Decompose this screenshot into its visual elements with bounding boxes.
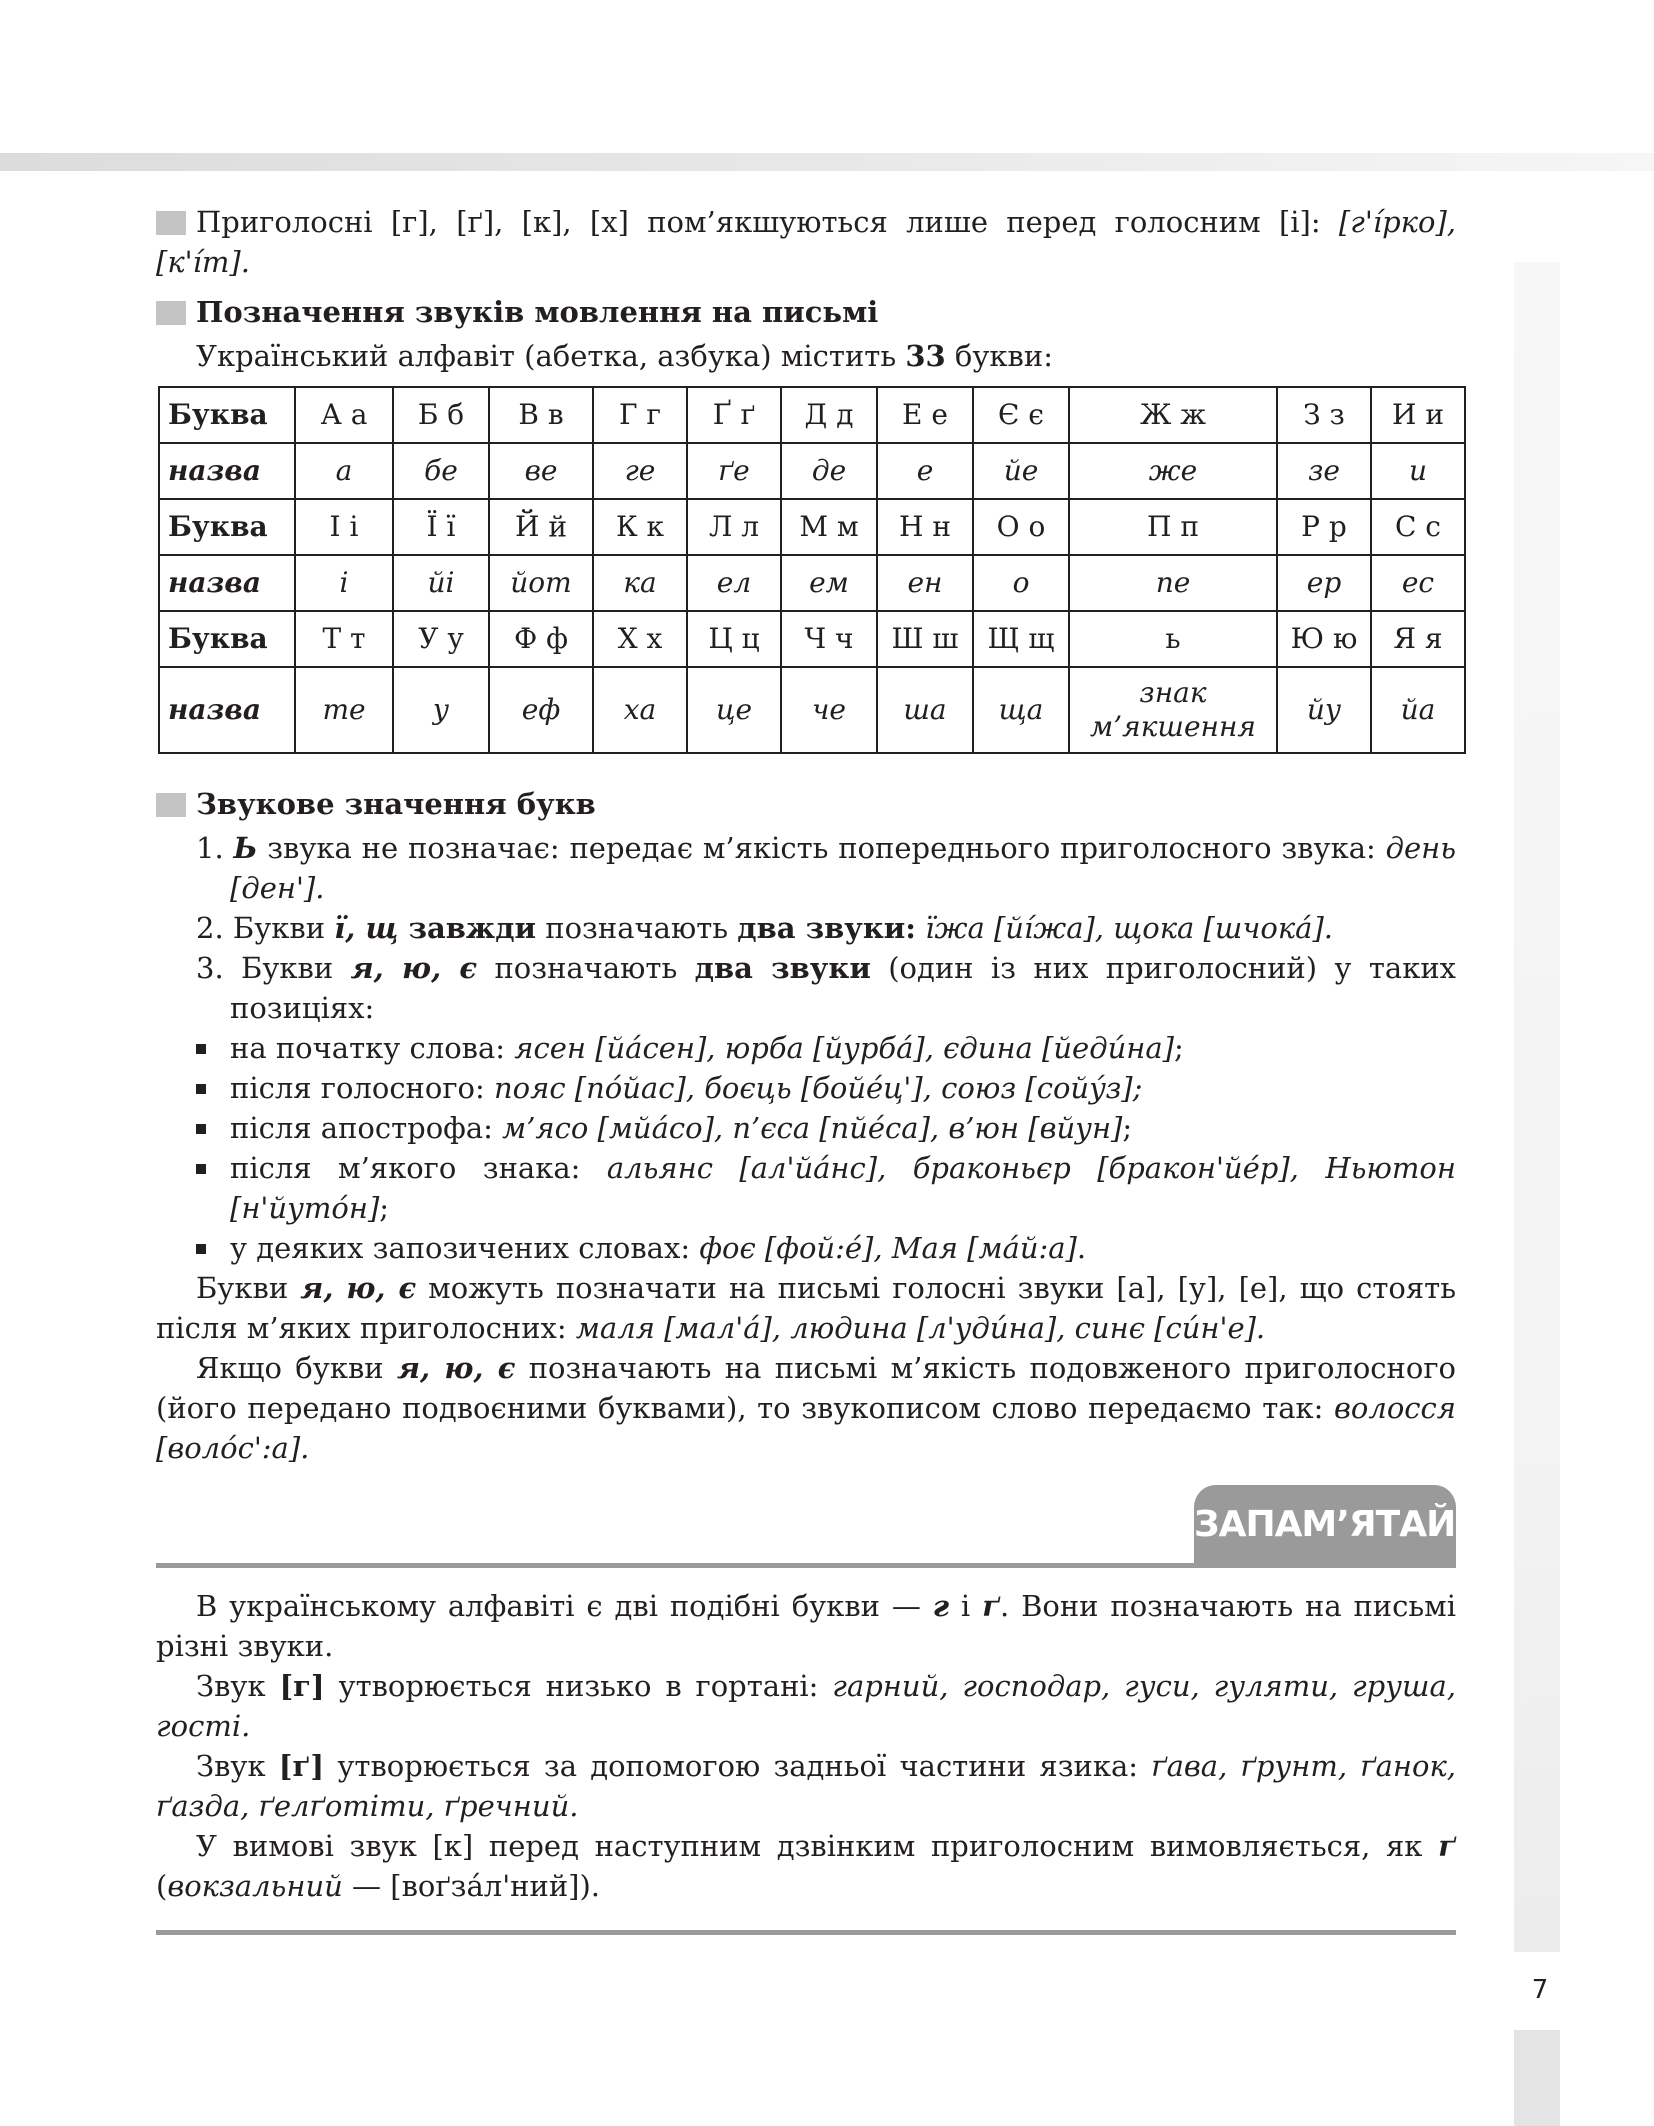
list-item: у деяких запозичених словах: фоє [фой:é], Мая [мáй:а]. bbox=[196, 1228, 1456, 1268]
list-item: 1. Ь звука не позначає: передає м’якість попереднього приголосного звука: день [ден']. bbox=[196, 831, 1457, 905]
name-cell: ес bbox=[1371, 555, 1465, 611]
letter-cell: Г г bbox=[593, 387, 687, 443]
letter-cell: Щ щ bbox=[973, 611, 1069, 667]
remember-box bbox=[156, 1586, 1456, 1906]
letter-cell: П п bbox=[1069, 499, 1277, 555]
name-cell: че bbox=[781, 667, 877, 753]
name-cell: ша bbox=[877, 667, 973, 753]
grey-square-marker bbox=[156, 793, 186, 817]
name-cell: знак м’якшення bbox=[1069, 667, 1277, 753]
letter-cell: С с bbox=[1371, 499, 1465, 555]
meanings-list bbox=[156, 828, 1456, 1028]
letter-cell: Л л bbox=[687, 499, 781, 555]
name-cell: ха bbox=[593, 667, 687, 753]
name-cell: і bbox=[295, 555, 393, 611]
table-row bbox=[159, 667, 1465, 753]
letter-cell: І і bbox=[295, 499, 393, 555]
letter-cell: Р р bbox=[1277, 499, 1371, 555]
name-cell: йу bbox=[1277, 667, 1371, 753]
remember-paragraph: Звук [г] утворюється низько в гортані: гарний, господар, гуси, гуляти, груша, гості. bbox=[156, 1669, 1456, 1743]
list-item: 3. Букви я, ю, є позначають два звуки (один із них приголосний) у таких позиціях: bbox=[196, 951, 1457, 1025]
name-cell: ге bbox=[593, 443, 687, 499]
letter-cell: У у bbox=[393, 611, 489, 667]
intro-note: Приголосні [г], [ґ], [к], [х] пом’якшуються лише перед голосним [і]: [г'íрко], [к'íт]. bbox=[156, 205, 1456, 279]
letter-cell: И и bbox=[1371, 387, 1465, 443]
letter-cell: З з bbox=[1277, 387, 1371, 443]
name-cell: ґе bbox=[687, 443, 781, 499]
name-cell: йот bbox=[489, 555, 593, 611]
table-row bbox=[159, 387, 1465, 443]
top-decorative-bar bbox=[0, 153, 1654, 171]
name-cell: и bbox=[1371, 443, 1465, 499]
letter-cell: Ж ж bbox=[1069, 387, 1277, 443]
table-row bbox=[159, 499, 1465, 555]
letter-cell: Ґ ґ bbox=[687, 387, 781, 443]
list-item: на початку слова: ясен [йáсен], юрба [йурбá], єдина [йедúна]; bbox=[196, 1028, 1456, 1068]
remember-paragraph: У вимові звук [к] перед наступним дзвінким приголосним вимовляється, як ґ (вокзальний — [воґзáл'ний]). bbox=[156, 1829, 1456, 1903]
letter-cell: Я я bbox=[1371, 611, 1465, 667]
alphabet-table bbox=[158, 386, 1466, 754]
name-cell: ен bbox=[877, 555, 973, 611]
name-cell: еф bbox=[489, 667, 593, 753]
row-label-letter: Буква bbox=[159, 499, 295, 555]
list-item: після голосного: пояс [пóйас], боєць [бойéц'], союз [сойýз]; bbox=[196, 1068, 1456, 1108]
letter-cell: М м bbox=[781, 499, 877, 555]
letter-cell: Б б bbox=[393, 387, 489, 443]
name-cell: пе bbox=[1069, 555, 1277, 611]
name-cell: ер bbox=[1277, 555, 1371, 611]
name-cell: зе bbox=[1277, 443, 1371, 499]
remember-header bbox=[156, 1482, 1471, 1568]
row-label-name: назва bbox=[159, 667, 295, 753]
name-cell: ве bbox=[489, 443, 593, 499]
bullet-square-icon bbox=[196, 1044, 206, 1054]
page-number: 7 bbox=[1531, 1975, 1549, 2005]
list-item: після м’якого знака: альянс [ал'йáнс], браконьєр [бракон'йéр], Ньютон [н'йутóн]; bbox=[196, 1148, 1456, 1228]
bullet-square-icon bbox=[196, 1164, 206, 1174]
name-cell: де bbox=[781, 443, 877, 499]
table-row bbox=[159, 611, 1465, 667]
name-cell: ка bbox=[593, 555, 687, 611]
bullet-square-icon bbox=[196, 1084, 206, 1094]
name-cell: це bbox=[687, 667, 781, 753]
name-cell: ем bbox=[781, 555, 877, 611]
row-label-name: назва bbox=[159, 443, 295, 499]
row-label-letter: Буква bbox=[159, 387, 295, 443]
page-content bbox=[156, 202, 1471, 1935]
name-cell: а bbox=[295, 443, 393, 499]
letter-cell: О о bbox=[973, 499, 1069, 555]
list-item: після апострофа: м’ясо [мйáсо], п’єса [пйéса], в’юн [вйун]; bbox=[196, 1108, 1456, 1148]
name-cell: ща bbox=[973, 667, 1069, 753]
name-cell: те bbox=[295, 667, 393, 753]
letter-cell: Ц ц bbox=[687, 611, 781, 667]
divider bbox=[156, 1930, 1456, 1935]
table-row bbox=[159, 555, 1465, 611]
letter-cell: Е е bbox=[877, 387, 973, 443]
name-cell: у bbox=[393, 667, 489, 753]
bullet-square-icon bbox=[196, 1244, 206, 1254]
letter-cell: Х х bbox=[593, 611, 687, 667]
alphabet-intro: Український алфавіт (абетка, азбука) містить 33 букви: bbox=[196, 339, 1053, 373]
list-item: 2. Букви ї, щ завжди позначають два звуки: їжа [йíжа], щока [шчокá]. bbox=[196, 911, 1333, 945]
section-title: Позначення звуків мовлення на письмі bbox=[156, 292, 1456, 332]
section-title: Звукове значення букв bbox=[156, 784, 1456, 824]
row-label-letter: Буква bbox=[159, 611, 295, 667]
name-cell: ел bbox=[687, 555, 781, 611]
grey-square-marker bbox=[156, 211, 186, 235]
grey-square-marker bbox=[156, 301, 186, 325]
letter-cell: А а bbox=[295, 387, 393, 443]
side-margin-strip-lower bbox=[1514, 2030, 1560, 2126]
remember-paragraph: В українському алфавіті є дві подібні букви — г і ґ. Вони позначають на письмі різні звуки. bbox=[156, 1589, 1456, 1663]
bullet-square-icon bbox=[196, 1124, 206, 1134]
letter-cell: В в bbox=[489, 387, 593, 443]
letter-cell: Ш ш bbox=[877, 611, 973, 667]
name-cell: йе bbox=[973, 443, 1069, 499]
name-cell: бе bbox=[393, 443, 489, 499]
letter-cell: Т т bbox=[295, 611, 393, 667]
letter-cell: Ю ю bbox=[1277, 611, 1371, 667]
letter-cell: Д д bbox=[781, 387, 877, 443]
name-cell: йа bbox=[1371, 667, 1465, 753]
long-consonant-paragraph: Якщо букви я, ю, є позначають на письмі м’якість подовженого приголосного (його передано подвоєними буквами), то звукописом слово передаємо так: волосся [волóс':а]. bbox=[156, 1351, 1456, 1465]
side-margin-strip bbox=[1514, 262, 1560, 1952]
letter-cell: Є є bbox=[973, 387, 1069, 443]
letter-cell: Н н bbox=[877, 499, 973, 555]
positions-list bbox=[156, 1028, 1456, 1268]
letter-cell: К к bbox=[593, 499, 687, 555]
name-cell: е bbox=[877, 443, 973, 499]
name-cell: о bbox=[973, 555, 1069, 611]
name-cell: йі bbox=[393, 555, 489, 611]
table-row bbox=[159, 443, 1465, 499]
letter-cell: Ї ї bbox=[393, 499, 489, 555]
letter-cell: Ф ф bbox=[489, 611, 593, 667]
remember-paragraph: Звук [ґ] утворюється за допомогою задньої частини язика: ґава, ґрунт, ґанок, ґазда, ґелґотіти, ґречний. bbox=[156, 1749, 1456, 1823]
remember-badge: ЗАПАМ’ЯТАЙ! bbox=[1194, 1485, 1456, 1563]
divider bbox=[156, 1563, 1456, 1568]
letter-cell: ь bbox=[1069, 611, 1277, 667]
letter-cell: Ч ч bbox=[781, 611, 877, 667]
soft-vowels-paragraph: Букви я, ю, є можуть позначати на письмі голосні звуки [а], [у], [е], що стоять після м’яких приголосних: маля [мал'á], людина [л'удúна], синє [сúн'е]. bbox=[156, 1271, 1457, 1345]
name-cell: же bbox=[1069, 443, 1277, 499]
row-label-name: назва bbox=[159, 555, 295, 611]
letter-cell: Й й bbox=[489, 499, 593, 555]
